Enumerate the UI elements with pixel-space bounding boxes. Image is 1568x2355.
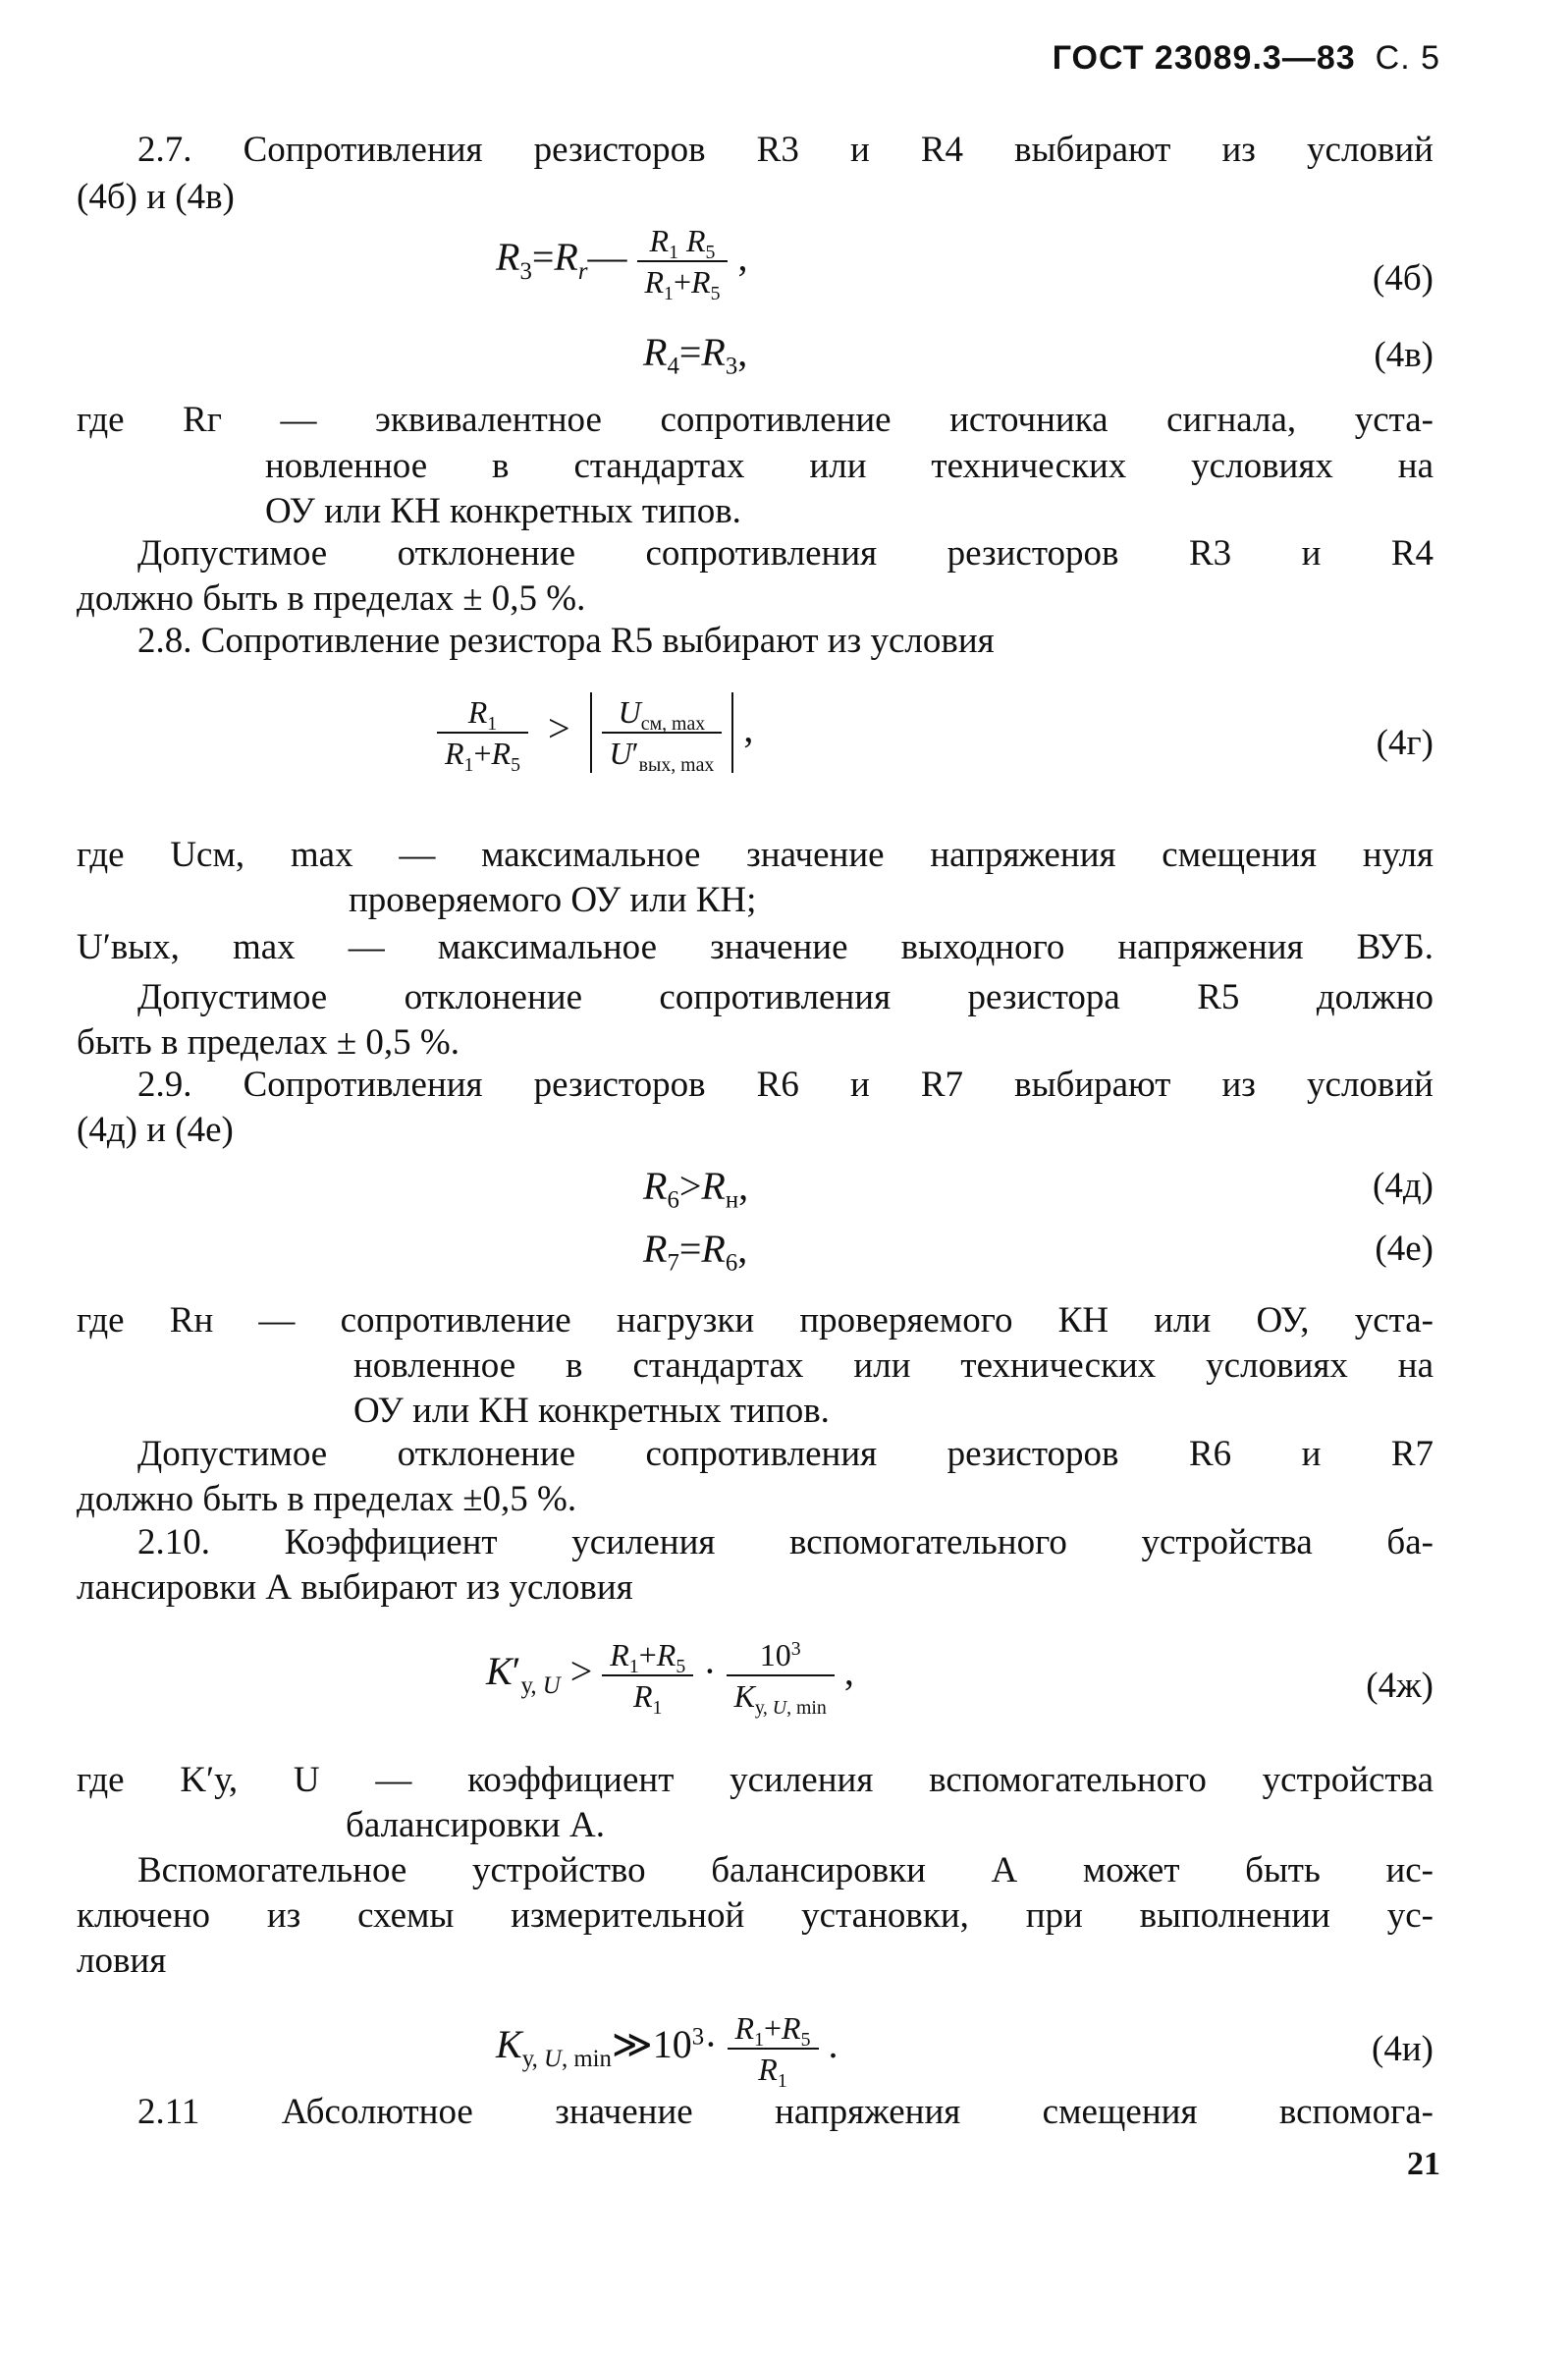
clause-2-9-where-1: где Rн — сопротивление нагрузки проверяемого КН или ОУ, уста-: [77, 1300, 1433, 1341]
clause-2-10-para-1: Вспомогательное устройство балансировки А может быть ис-: [137, 1850, 1433, 1890]
formula-4v: $R_4=R_3$,: [643, 330, 748, 380]
clause-2-7-where-2: новленное в стандартах или технических условиях на: [265, 446, 1433, 486]
clause-2-9-where-3: ОУ или КН конкретных типов.: [353, 1391, 830, 1431]
clause-2-9-line-1: 2.9. Сопротивления резисторов R6 и R7 выбирают из условий: [137, 1065, 1433, 1105]
eq-number-4d: (4д): [1373, 1166, 1433, 1206]
clause-2-8-where-3: U′вых, max — максимальное значение выходного напряжения ВУБ.: [77, 927, 1433, 967]
eq-number-4zh: (4ж): [1366, 1666, 1433, 1706]
clause-2-10-para-3: ловия: [77, 1941, 167, 1981]
clause-2-10-line-2: лансировки А выбирают из условия: [77, 1567, 633, 1608]
clause-2-11-line-1: 2.11 Абсолютное значение напряжения смещения вспомога-: [137, 2092, 1433, 2132]
clause-2-10-where-2: балансировки А.: [346, 1805, 605, 1845]
clause-2-7-tolerance-1: Допустимое отклонение сопротивления резисторов R3 и R4: [137, 533, 1433, 574]
clause-2-9-line-2: (4д) и (4е): [77, 1110, 234, 1150]
clause-2-9-tolerance-1: Допустимое отклонение сопротивления резисторов R6 и R7: [137, 1434, 1433, 1474]
clause-2-8-tolerance-1: Допустимое отклонение сопротивления резистора R5 должно: [137, 977, 1433, 1017]
clause-2-10-where-1: где K′у, U — коэффициент усиления вспомогательного устройства: [77, 1760, 1433, 1800]
eq-number-4v: (4в): [1374, 335, 1433, 375]
clause-2-7-where-1: где Rг — эквивалентное сопротивление источника сигнала, уста-: [77, 400, 1433, 440]
clause-2-8-line-1: 2.8. Сопротивление резистора R5 выбирают из условия: [137, 621, 995, 661]
formula-4d: $R_6>R_н$,: [643, 1164, 749, 1214]
clause-2-7-tolerance-2: должно быть в пределах ± 0,5 %.: [77, 578, 586, 619]
clause-2-10-para-2: ключено из схемы измерительной установки, при выполнении ус-: [77, 1895, 1433, 1936]
clause-2-7-line-1: 2.7. Сопротивления резисторов R3 и R4 выбирают из условий: [137, 130, 1433, 170]
clause-2-7-line-2: (4б) и (4в): [77, 177, 235, 217]
page-number: 21: [1407, 2146, 1440, 2182]
eq-number-4i: (4и): [1372, 2029, 1433, 2069]
formula-4i: $K_{у, U, min}≫10^3\cdot$ $\frac{R_1+R_5}{R_1}$ .: [496, 2010, 838, 2092]
clause-2-9-where-2: новленное в стандартах или технических условиях на: [353, 1345, 1433, 1386]
page-header: [1053, 39, 1440, 78]
standard-code: ГОСТ 23089.3—83: [1052, 39, 1356, 77]
formula-4e: $R_7=R_6$,: [643, 1227, 748, 1277]
formula-4b: $R_3=R_r—$ $\frac{R_1 R_5}{R_1+R_5}$ ,: [496, 223, 748, 304]
clause-2-10-line-1: 2.10. Коэффициент усиления вспомогательного устройства ба-: [137, 1522, 1433, 1562]
clause-2-7-where-3: ОУ или КН конкретных типов.: [265, 491, 741, 531]
formula-4zh: $K'_{у, U}$ > $\frac{R_1+R_5}{R_1}$ · $\frac{10^3}{K_{у, U, min}}$ ,: [486, 1637, 854, 1719]
clause-2-9-tolerance-2: должно быть в пределах ±0,5 %.: [77, 1479, 577, 1519]
clause-2-8-tolerance-2: быть в пределах ± 0,5 %.: [77, 1022, 460, 1063]
eq-number-4e: (4е): [1375, 1229, 1433, 1269]
eq-number-4b: (4б): [1373, 258, 1433, 299]
header-page-number: С. 5: [1375, 39, 1440, 77]
clause-2-8-where-1: где Uсм, max — максимальное значение напряжения смещения нуля: [77, 835, 1433, 875]
formula-4g: $\frac{R_1}{R_1+R_5}$ > $\frac{U_{см, max}}{U'_{вых, max}}$ ,: [437, 692, 753, 773]
eq-number-4g: (4г): [1376, 723, 1433, 763]
clause-2-8-where-2: проверяемого ОУ или КН;: [349, 880, 757, 920]
